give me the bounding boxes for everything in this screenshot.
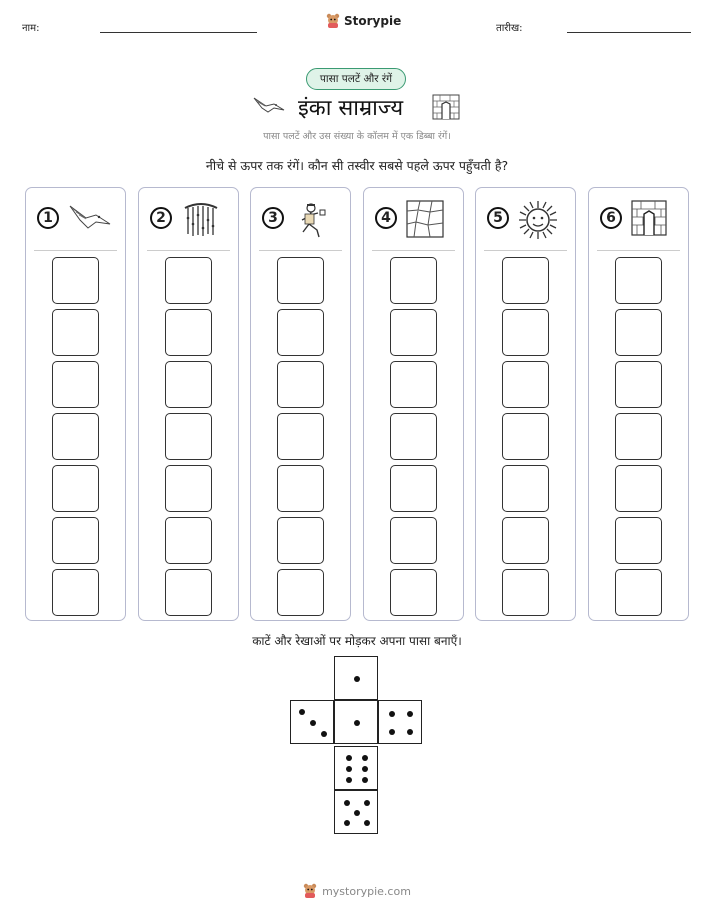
die-pip — [346, 777, 352, 783]
dice-column-1 — [25, 187, 126, 621]
storypie-mascot-icon — [326, 13, 340, 29]
activity-pill: पासा पलटें और रंगें — [306, 68, 406, 90]
color-box[interactable] — [277, 517, 324, 564]
color-box[interactable] — [615, 569, 662, 616]
die-pip — [346, 766, 352, 772]
die-face-right — [378, 700, 422, 744]
brand-logo — [326, 13, 401, 29]
die-pip — [362, 755, 368, 761]
dice-column-6 — [588, 187, 689, 621]
color-box[interactable] — [277, 309, 324, 356]
footer-url[interactable]: mystorypie.com — [322, 884, 411, 898]
die-face-left — [290, 700, 334, 744]
die-pip — [389, 729, 395, 735]
color-box[interactable] — [165, 465, 212, 512]
die-pip — [354, 720, 360, 726]
column-number: 3 — [262, 207, 284, 229]
color-box[interactable] — [390, 517, 437, 564]
color-box[interactable] — [277, 361, 324, 408]
instruction: नीचे से ऊपर तक रंगें। कौन सी तस्वीर सबसे पहले ऊपर पहुँचती है? — [205, 158, 509, 173]
column-divider — [259, 250, 342, 251]
color-box[interactable] — [165, 361, 212, 408]
color-box[interactable] — [52, 257, 99, 304]
die-pip — [299, 709, 305, 715]
page-title: इंका साम्राज्य — [298, 96, 404, 121]
die-pip — [346, 755, 352, 761]
color-box[interactable] — [615, 413, 662, 460]
color-box[interactable] — [502, 465, 549, 512]
die-pip — [389, 711, 395, 717]
color-box[interactable] — [277, 257, 324, 304]
color-box[interactable] — [502, 361, 549, 408]
color-box[interactable] — [615, 257, 662, 304]
die-pip — [310, 720, 316, 726]
column-header — [476, 188, 575, 250]
color-box[interactable] — [277, 465, 324, 512]
color-box[interactable] — [390, 413, 437, 460]
die-pip — [362, 766, 368, 772]
die-pip — [354, 676, 360, 682]
color-box[interactable] — [52, 517, 99, 564]
die-pip — [407, 711, 413, 717]
die-face-top — [334, 656, 378, 700]
brand-name: Storypie — [344, 14, 402, 28]
column-header — [589, 188, 688, 250]
condor-title-icon — [252, 94, 286, 118]
date-label: तारीख: — [496, 23, 523, 34]
color-box[interactable] — [615, 517, 662, 564]
die-pip — [362, 777, 368, 783]
dice-column-4 — [363, 187, 464, 621]
die-pip — [321, 731, 327, 737]
color-box[interactable] — [390, 309, 437, 356]
color-box[interactable] — [390, 257, 437, 304]
column-number: 2 — [150, 207, 172, 229]
condor-icon — [68, 200, 112, 238]
column-header — [364, 188, 463, 250]
color-box[interactable] — [52, 465, 99, 512]
color-box[interactable] — [502, 569, 549, 616]
column-divider — [147, 250, 230, 251]
die-pip — [354, 810, 360, 816]
die-pip — [364, 820, 370, 826]
column-divider — [372, 250, 455, 251]
column-number: 4 — [375, 207, 397, 229]
die-pip — [344, 800, 350, 806]
color-box[interactable] — [52, 309, 99, 356]
die-pip — [364, 800, 370, 806]
die-face-center — [334, 700, 378, 744]
temple-doorway-icon — [631, 200, 667, 240]
column-divider — [484, 250, 567, 251]
column-divider — [597, 250, 680, 251]
color-box[interactable] — [165, 309, 212, 356]
stone-wall-icon — [406, 200, 444, 242]
dice-net — [290, 656, 424, 834]
chasqui-runner-icon — [293, 200, 331, 244]
color-box[interactable] — [615, 465, 662, 512]
column-number: 6 — [600, 207, 622, 229]
name-label: नाम: — [22, 23, 40, 34]
temple-title-icon — [432, 94, 460, 120]
date-line[interactable] — [567, 32, 691, 33]
footer — [0, 883, 714, 899]
color-box[interactable] — [390, 361, 437, 408]
quipu-icon — [181, 200, 221, 244]
dice-column-3 — [250, 187, 351, 621]
color-box[interactable] — [502, 309, 549, 356]
die-pip — [344, 820, 350, 826]
color-box[interactable] — [502, 257, 549, 304]
dice-column-5 — [475, 187, 576, 621]
column-number: 1 — [37, 207, 59, 229]
subtitle: पासा पलटें और उस संख्या के कॉलम में एक डिब्बा रंगें। — [263, 131, 451, 142]
die-face-bottom — [334, 790, 378, 834]
color-box[interactable] — [502, 413, 549, 460]
storypie-mascot-icon — [303, 883, 317, 899]
color-box[interactable] — [390, 465, 437, 512]
color-box[interactable] — [52, 569, 99, 616]
color-box[interactable] — [277, 413, 324, 460]
color-box[interactable] — [165, 257, 212, 304]
color-box[interactable] — [165, 569, 212, 616]
column-number: 5 — [487, 207, 509, 229]
color-box[interactable] — [52, 413, 99, 460]
color-box[interactable] — [52, 361, 99, 408]
dice-column-2 — [138, 187, 239, 621]
column-divider — [34, 250, 117, 251]
color-box[interactable] — [390, 569, 437, 616]
color-box[interactable] — [165, 517, 212, 564]
color-box[interactable] — [165, 413, 212, 460]
die-face-lower — [334, 746, 378, 790]
name-line[interactable] — [100, 32, 257, 33]
color-box[interactable] — [615, 361, 662, 408]
column-header — [139, 188, 238, 250]
cut-instruction: काटें और रेखाओं पर मोड़कर अपना पासा बनाएँ। — [252, 634, 462, 648]
column-header — [251, 188, 350, 250]
column-header — [26, 188, 125, 250]
color-box[interactable] — [502, 517, 549, 564]
die-pip — [407, 729, 413, 735]
color-box[interactable] — [277, 569, 324, 616]
color-box[interactable] — [615, 309, 662, 356]
sun-icon — [518, 200, 558, 244]
